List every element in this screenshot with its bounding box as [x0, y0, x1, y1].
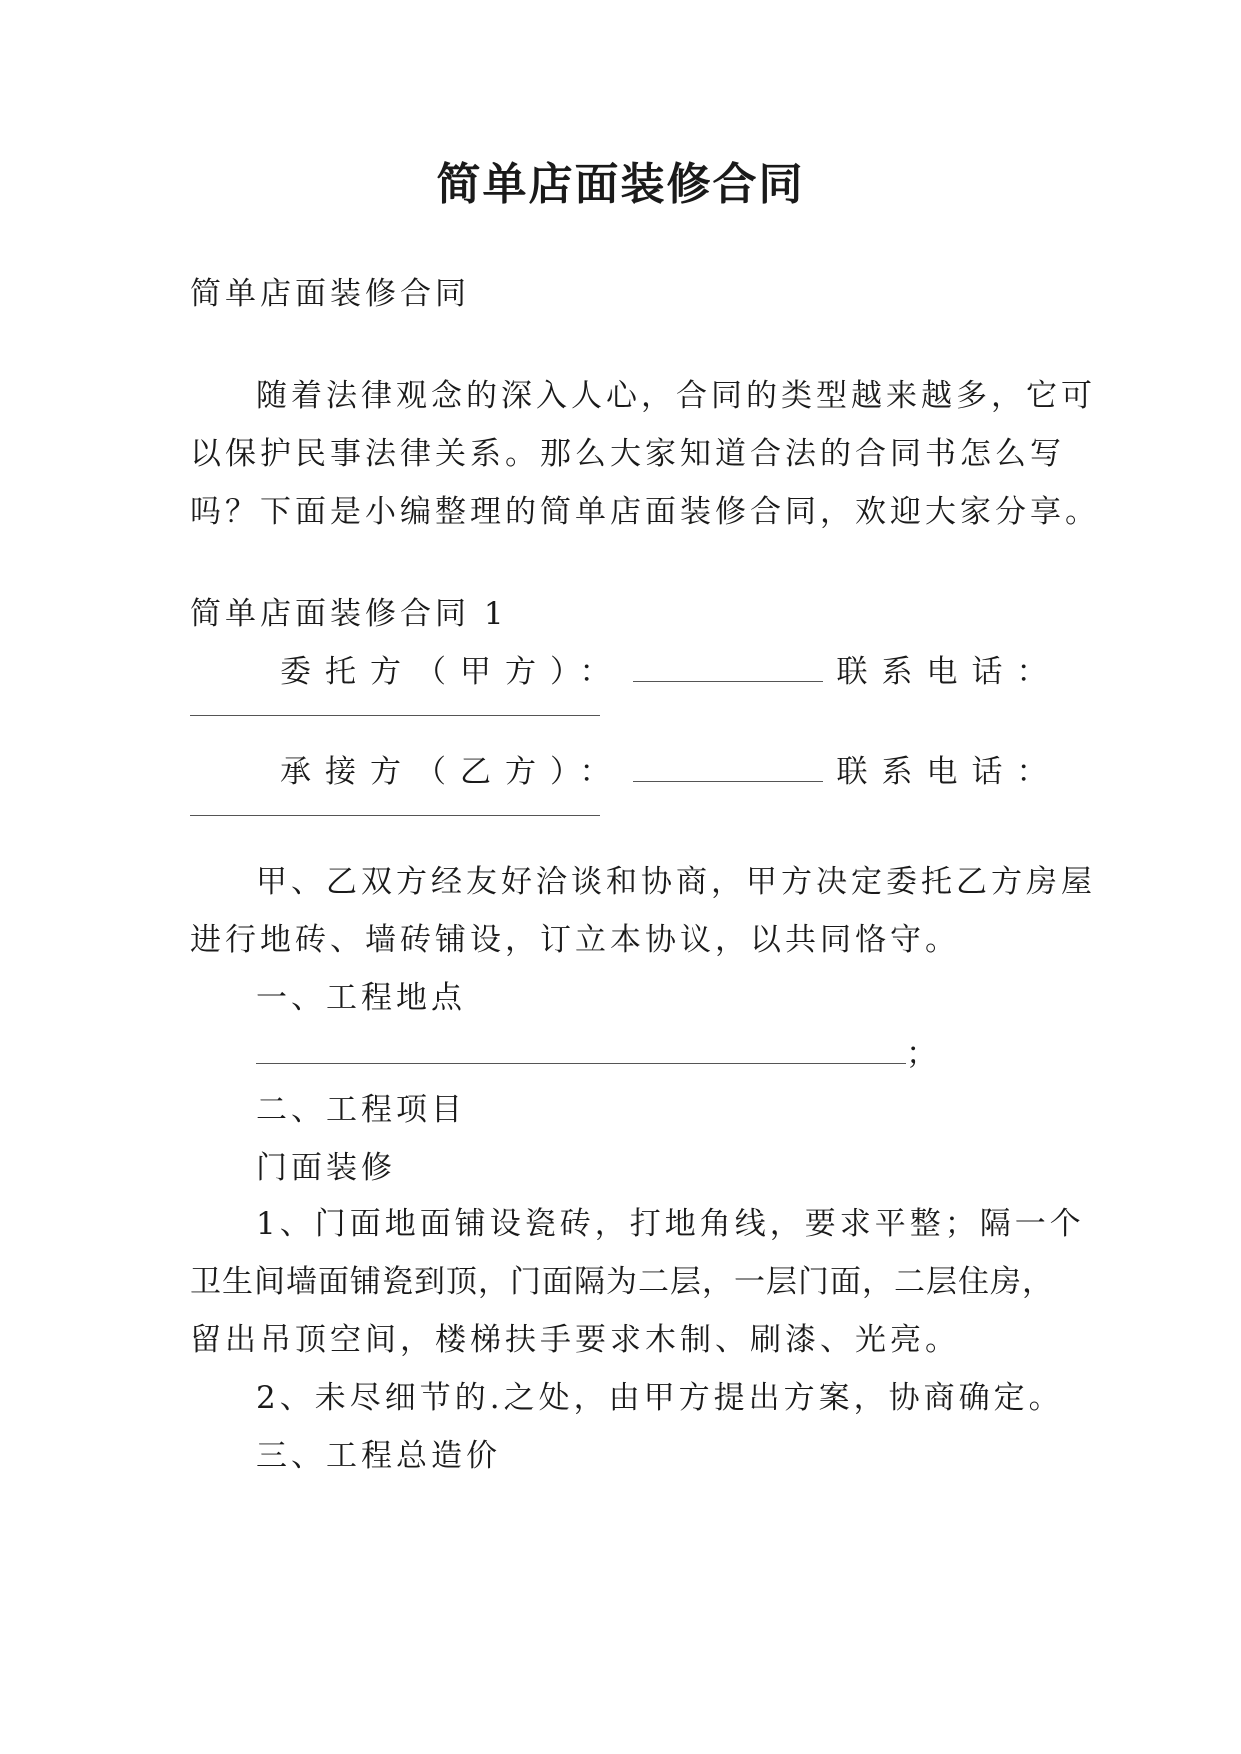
- section-heading: 简单店面装修合同 1: [190, 596, 508, 632]
- clause-3-title: 三、工程总造价: [256, 1438, 501, 1474]
- document-subtitle: 简单店面装修合同: [190, 276, 470, 312]
- party-a-phone-blank: [190, 714, 600, 716]
- address-end-mark: ；: [906, 1036, 941, 1072]
- item-1-line-2: 卫生间墙面铺瓷到顶，门面隔为二层，一层门面，二层住房，: [190, 1264, 1054, 1300]
- item-1-line-3: 留出吊顶空间，楼梯扶手要求木制、刷漆、光亮。: [190, 1322, 960, 1358]
- document-title: 简单店面装修合同: [436, 159, 805, 210]
- agreement-line-1: 甲、乙双方经友好洽谈和协商，甲方决定委托乙方房屋: [256, 864, 1096, 900]
- party-a-row: [280, 646, 1062, 691]
- intro-line-1: 随着法律观念的深入人心，合同的类型越来越多，它可: [256, 378, 1096, 414]
- agreement-line-2: 进行地砖、墙砖铺设，订立本协议，以共同恪守。: [190, 922, 960, 958]
- party-b-row: [280, 746, 1062, 791]
- address-blank: [256, 1035, 906, 1064]
- clause-1-address-row: [256, 1028, 941, 1073]
- item-2: 2、未尽细节的.之处，由甲方提出方案，协商确定。: [256, 1380, 1064, 1416]
- item-1-line-1: 1、门面地面铺设瓷砖，打地角线，要求平整；隔一个: [256, 1206, 1085, 1242]
- intro-line-3: 吗？下面是小编整理的简单店面装修合同，欢迎大家分享。: [190, 494, 1100, 530]
- party-b-name-blank: [633, 753, 823, 782]
- clause-2-title: 二、工程项目: [256, 1092, 466, 1128]
- clause-2-subtitle: 门面装修: [256, 1150, 396, 1186]
- party-b-phone-blank: [190, 814, 600, 816]
- party-a-label: 委托方（甲方）：: [280, 654, 625, 690]
- party-a-contact-label: 联系电话：: [836, 654, 1062, 690]
- party-b-label: 承接方（乙方）：: [280, 754, 625, 790]
- intro-line-2: 以保护民事法律关系。那么大家知道合法的合同书怎么写: [190, 436, 1065, 472]
- clause-1-title: 一、工程地点: [256, 980, 466, 1016]
- party-a-name-blank: [633, 653, 823, 682]
- party-b-contact-label: 联系电话：: [836, 754, 1062, 790]
